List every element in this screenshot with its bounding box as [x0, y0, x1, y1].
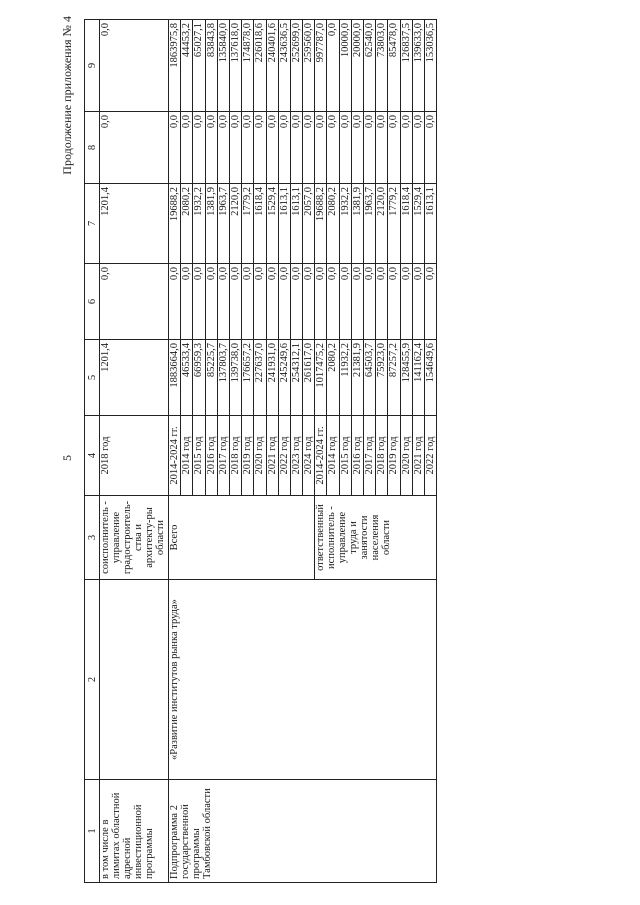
total-value: 1779,2 — [242, 184, 254, 264]
limit-label: в том числе в лимитах областной адресной инвестиционной программы — [100, 780, 169, 883]
resp-value: 0,0 — [388, 264, 400, 340]
limit-value: 0,0 — [100, 20, 169, 112]
resp-year: 2014 год — [327, 416, 339, 496]
total-value: 174878,0 — [242, 20, 254, 112]
resp-year: 2019 год — [388, 416, 400, 496]
total-year: 2014-2024 гг. — [169, 416, 181, 496]
resp-value: 0,0 — [327, 20, 339, 112]
total-year: 2014 год — [181, 416, 193, 496]
limit-row — [100, 20, 169, 883]
total-value: 0,0 — [217, 264, 229, 340]
total-value: 2080,2 — [181, 184, 193, 264]
total-value: 0,0 — [169, 112, 181, 184]
total-value: 240401,6 — [266, 20, 278, 112]
total-year: 2021 год — [266, 416, 278, 496]
total-value: 1963,7 — [217, 184, 229, 264]
resp-value: 0,0 — [315, 112, 327, 184]
resp-value: 64503,7 — [364, 340, 376, 416]
resp-value: 20000,0 — [351, 20, 363, 112]
total-value: 1883664,0 — [169, 340, 181, 416]
total-year: 2019 год — [242, 416, 254, 496]
total-year: 2015 год — [193, 416, 205, 496]
limit-year: 2018 год — [100, 416, 169, 496]
resp-value: 2120,0 — [376, 184, 388, 264]
total-value: 0,0 — [290, 264, 302, 340]
total-value: 1618,4 — [254, 184, 266, 264]
resp-year: 2015 год — [339, 416, 351, 496]
total-value: 0,0 — [181, 112, 193, 184]
total-value: 243636,5 — [278, 20, 290, 112]
total-value: 135840,0 — [217, 20, 229, 112]
resp-value: 0,0 — [327, 112, 339, 184]
total-value: 83843,8 — [205, 20, 217, 112]
col-header: 6 — [85, 264, 100, 340]
total-value: 176657,2 — [242, 340, 254, 416]
total-value: 85225,7 — [205, 340, 217, 416]
total-value: 0,0 — [303, 112, 315, 184]
page-number: 5 — [60, 455, 74, 461]
resp-value: 2080,2 — [327, 184, 339, 264]
resp-value: 75923,0 — [376, 340, 388, 416]
total-value: 0,0 — [278, 264, 290, 340]
resp-value: 1381,9 — [351, 184, 363, 264]
total-value: 1863975,8 — [169, 20, 181, 112]
resp-year: 2022 год — [424, 416, 436, 496]
resp-value: 0,0 — [327, 264, 339, 340]
total-value: 252699,0 — [290, 20, 302, 112]
total-year: 2018 год — [229, 416, 241, 496]
total-value: 261617,0 — [303, 340, 315, 416]
resp-value: 128455,9 — [400, 340, 412, 416]
resp-value: 2080,2 — [327, 340, 339, 416]
appendix-label: Продолжение приложения № 4 — [60, 16, 74, 175]
col-header: 9 — [85, 20, 100, 112]
resp-value: 87257,2 — [388, 340, 400, 416]
total-year: 2016 год — [205, 416, 217, 496]
total-value: 0,0 — [278, 112, 290, 184]
total-value: 139738,0 — [229, 340, 241, 416]
resp-value: 0,0 — [351, 264, 363, 340]
total-label: Всего — [169, 496, 315, 580]
col-header: 3 — [85, 496, 100, 580]
col-header: 7 — [85, 184, 100, 264]
total-value: 0,0 — [229, 112, 241, 184]
total-value: 46533,4 — [181, 340, 193, 416]
resp-value: 154649,6 — [424, 340, 436, 416]
total-value: 0,0 — [205, 264, 217, 340]
total-value: 0,0 — [290, 112, 302, 184]
total-value: 0,0 — [266, 112, 278, 184]
limit-value: 1201,4 — [100, 340, 169, 416]
resp-year: 2016 год — [351, 416, 363, 496]
total-value: 1613,1 — [278, 184, 290, 264]
resp-year: 2017 год — [364, 416, 376, 496]
total-value: 226018,6 — [254, 20, 266, 112]
total-value: 241931,0 — [266, 340, 278, 416]
total-value: 0,0 — [242, 264, 254, 340]
total-value: 0,0 — [266, 264, 278, 340]
resp-value: 126837,5 — [400, 20, 412, 112]
total-year: 2020 год — [254, 416, 266, 496]
total-value: 0,0 — [205, 112, 217, 184]
total-value: 44453,2 — [181, 20, 193, 112]
total-value: 0,0 — [217, 112, 229, 184]
resp-value: 0,0 — [339, 112, 351, 184]
resp-value: 997787,0 — [315, 20, 327, 112]
total-year: 2017 год — [217, 416, 229, 496]
col-header: 8 — [85, 112, 100, 184]
resp-value: 1963,7 — [364, 184, 376, 264]
total-value: 0,0 — [193, 112, 205, 184]
column-number-row — [85, 20, 100, 883]
resp-value: 0,0 — [364, 264, 376, 340]
responsible-executor: ответственный исполнитель - управление труда и занятости населения области — [315, 496, 437, 580]
resp-value: 0,0 — [315, 264, 327, 340]
total-year: 2023 год — [290, 416, 302, 496]
resp-value: 85478,0 — [388, 20, 400, 112]
resp-value: 0,0 — [412, 264, 424, 340]
total-value: 1613,1 — [290, 184, 302, 264]
total-value: 1529,4 — [266, 184, 278, 264]
resp-value: 0,0 — [339, 264, 351, 340]
resp-value: 10000,0 — [339, 20, 351, 112]
total-value: 0,0 — [181, 264, 193, 340]
total-value: 259560,0 — [303, 20, 315, 112]
resp-value: 21381,9 — [351, 340, 363, 416]
total-value: 0,0 — [254, 264, 266, 340]
col-header: 1 — [85, 780, 100, 883]
resp-value: 1613,1 — [424, 184, 436, 264]
resp-year: 2021 год — [412, 416, 424, 496]
total-value: 254312,1 — [290, 340, 302, 416]
resp-value: 141162,4 — [412, 340, 424, 416]
total-value: 2120,0 — [229, 184, 241, 264]
limit-value: 0,0 — [100, 112, 169, 184]
total-value: 65027,1 — [193, 20, 205, 112]
total-value: 0,0 — [242, 112, 254, 184]
resp-value: 0,0 — [351, 112, 363, 184]
total-value: 0,0 — [303, 264, 315, 340]
resp-value: 0,0 — [412, 112, 424, 184]
total-value: 1932,2 — [193, 184, 205, 264]
budget-table — [84, 19, 437, 883]
resp-value: 0,0 — [400, 264, 412, 340]
resp-value: 73803,0 — [376, 20, 388, 112]
total-year: 2022 год — [278, 416, 290, 496]
resp-value: 0,0 — [424, 264, 436, 340]
resp-value: 1529,4 — [412, 184, 424, 264]
total-value: 2057,0 — [303, 184, 315, 264]
total-row — [169, 20, 181, 883]
total-value: 0,0 — [254, 112, 266, 184]
col-header: 2 — [85, 580, 100, 780]
resp-value: 0,0 — [424, 112, 436, 184]
resp-value: 0,0 — [388, 112, 400, 184]
resp-value: 0,0 — [364, 112, 376, 184]
limit-executor: соисполнитель - управление градостроитель-ства и архитекту-ры области — [100, 496, 169, 580]
total-year: 2024 год — [303, 416, 315, 496]
limit-empty-cell — [100, 580, 169, 780]
subprogram-title: Подпрограмма 2 государственной программы Тамбовской области — [169, 780, 437, 883]
total-value: 137803,7 — [217, 340, 229, 416]
total-value: 19688,2 — [169, 184, 181, 264]
resp-value: 19688,2 — [315, 184, 327, 264]
resp-value: 1618,4 — [400, 184, 412, 264]
total-value: 227637,0 — [254, 340, 266, 416]
total-value: 1381,9 — [205, 184, 217, 264]
limit-value: 1201,4 — [100, 184, 169, 264]
limit-value: 0,0 — [100, 264, 169, 340]
resp-value: 1932,2 — [339, 184, 351, 264]
resp-value: 62540,0 — [364, 20, 376, 112]
resp-value: 11932,2 — [339, 340, 351, 416]
resp-year: 2020 год — [400, 416, 412, 496]
total-value: 0,0 — [229, 264, 241, 340]
resp-value: 0,0 — [376, 112, 388, 184]
total-value: 66959,3 — [193, 340, 205, 416]
total-value: 137618,0 — [229, 20, 241, 112]
resp-value: 0,0 — [400, 112, 412, 184]
total-value: 0,0 — [193, 264, 205, 340]
total-value: 0,0 — [169, 264, 181, 340]
total-value: 245249,6 — [278, 340, 290, 416]
resp-value: 0,0 — [376, 264, 388, 340]
resp-value: 139633,0 — [412, 20, 424, 112]
resp-year: 2018 год — [376, 416, 388, 496]
resp-value: 153036,5 — [424, 20, 436, 112]
resp-value: 1017475,2 — [315, 340, 327, 416]
subprogram-name: «Развитие институтов рынка труда» — [169, 580, 437, 780]
col-header: 4 — [85, 416, 100, 496]
col-header: 5 — [85, 340, 100, 416]
resp-year: 2014-2024 гг. — [315, 416, 327, 496]
resp-value: 1779,2 — [388, 184, 400, 264]
